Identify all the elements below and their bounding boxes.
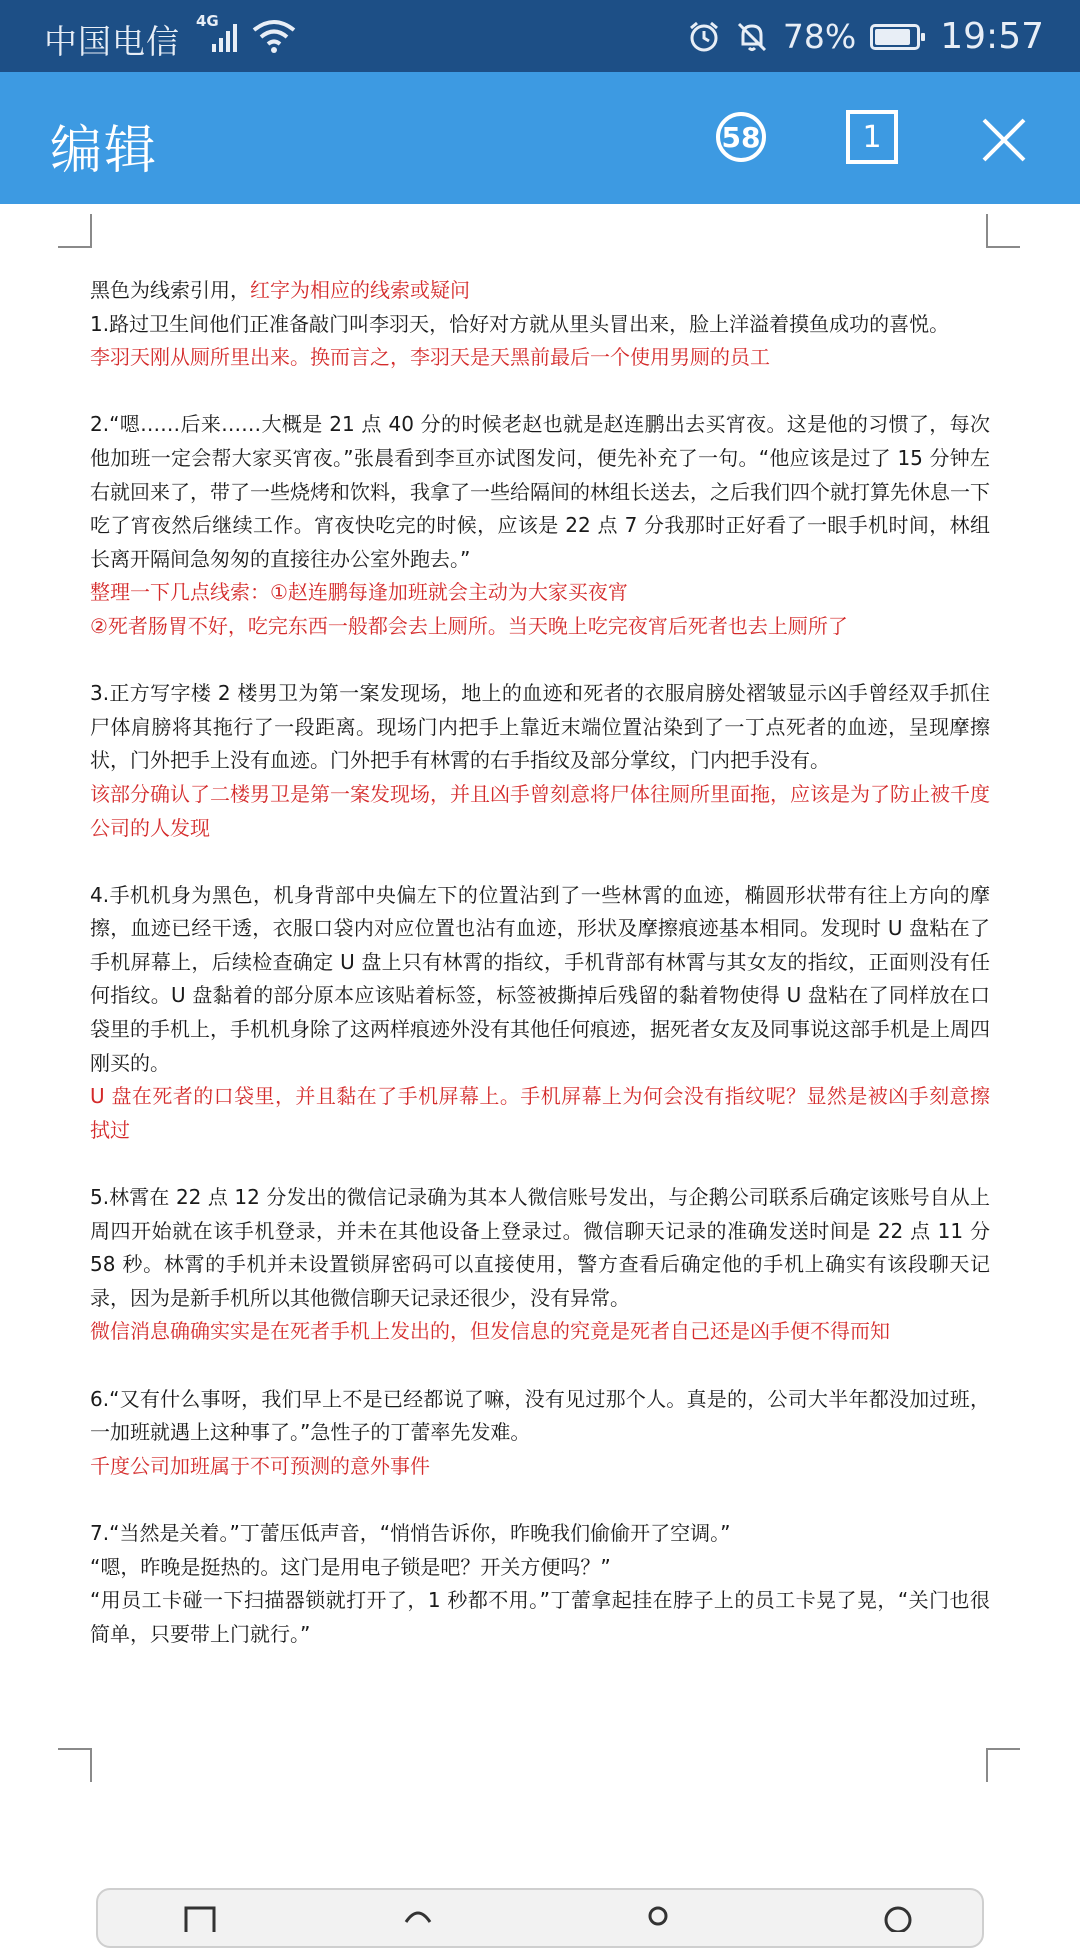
clue-6-note: 千度公司加班属于不可预测的意外事件 — [90, 1453, 430, 1478]
intro-red: 红字为相应的线索或疑问 — [250, 278, 470, 302]
app-toolbar — [0, 72, 1080, 204]
clue-1: 1.路过卫生间他们正准备敲门叫李羽天，恰好对方就从里头冒出来，脸上洋溢着摸鱼成功的喜悦。 — [90, 311, 950, 336]
search-icon[interactable] — [878, 1902, 918, 1932]
page-indicator-button[interactable]: 1 — [846, 110, 898, 164]
clue-5-note: 微信消息确确实实是在死者手机上发出的，但发信息的究竟是死者自己还是凶手便不得而知 — [90, 1319, 890, 1344]
wifi-icon — [252, 18, 296, 54]
clue-3: 3.正方写字楼 2 楼男卫为第一案发现场，地上的血迹和死者的衣服肩膀处褶皱显示凶手曾经双手抓住尸体肩膀将其拖行了一段距离。现场门内把手上靠近末端位置沾染到了一丁点死者的血迹，呈现摩擦状，门外把手上没有血迹。门外把手有林霄的右手指纹及部分掌纹，门内把手没有。 — [90, 681, 990, 773]
alarm-icon — [687, 20, 721, 54]
clue-2-note-1: 整理一下几点线索：①赵连鹏每逢加班就会主动为大家买夜宵 — [90, 580, 628, 605]
close-icon[interactable] — [980, 116, 1028, 164]
count-badge-button[interactable]: 58 — [716, 112, 766, 162]
margin-corner-mark — [986, 1748, 1020, 1782]
margin-corner-mark — [986, 214, 1020, 248]
save-icon[interactable] — [180, 1902, 220, 1932]
status-bar — [0, 0, 1080, 72]
clue-1-note: 李羽天刚从厕所里出来。换而言之，李羽天是天黑前最后一个使用男厕的员工 — [90, 345, 770, 370]
carrier-label: 中国电信 — [44, 22, 180, 61]
margin-corner-mark — [58, 214, 92, 248]
intro-black: 黑色为线索引用， — [90, 278, 250, 302]
keyboard-icon[interactable] — [638, 1902, 678, 1932]
bottom-edit-bar — [96, 1888, 984, 1948]
intro-line — [90, 274, 990, 308]
clue-2: 2.“嗯……后来……大概是 21 点 40 分的时候老赵也就是赵连鹏出去买宵夜。这是他的习惯了，每次他加班一定会帮大家买宵夜。”张晨看到李亘亦试图发问，便先补充了一句。“他应该是过了 15 分钟左右就回来了，带了一些烧烤和饮料，我拿了一些给隔间的林组长送去，之后我们四个就打算先休息一下吃了宵夜然后继续工作。宵夜快吃完的时候，应该是 22 点 7 分我那时正好看了一眼手机时间，林组长离开隔间急匆匆的直接往办公室外跑去。” — [90, 412, 990, 571]
signal-icon — [210, 22, 240, 52]
document-body[interactable] — [90, 274, 990, 1651]
clue-4-note: U 盘在死者的口袋里，并且黏在了手机屏幕上。手机屏幕上为何会没有指纹呢？显然是被凶手刻意擦拭过 — [90, 1084, 990, 1142]
toolbar-title: 编辑 — [50, 121, 159, 181]
clock: 19:57 — [940, 16, 1044, 57]
document-page[interactable] — [0, 204, 1080, 1920]
undo-icon[interactable] — [398, 1902, 438, 1932]
battery-percent: 78% — [782, 17, 857, 56]
network-type: 4G — [196, 12, 219, 30]
battery-icon — [870, 24, 920, 50]
clue-7a: 7.“当然是关着。”丁蕾压低声音，“悄悄告诉你，昨晚我们偷偷开了空调。” — [90, 1520, 731, 1545]
clue-2-note-2: ②死者肠胃不好，吃完东西一般都会去上厕所。当天晚上吃完夜宵后死者也去上厕所了 — [90, 613, 848, 638]
clue-7b: “嗯，昨晚是挺热的。这门是用电子锁是吧？开关方便吗？” — [90, 1554, 611, 1579]
mute-icon — [735, 20, 769, 54]
clue-6: 6.“又有什么事呀，我们早上不是已经都说了嘛，没有见过那个人。真是的，公司大半年都没加过班，一加班就遇上这种事了。”急性子的丁蕾率先发难。 — [90, 1386, 990, 1445]
clue-5: 5.林霄在 22 点 12 分发出的微信记录确为其本人微信账号发出，与企鹅公司联系后确定该账号自从上周四开始就在该手机登录，并未在其他设备上登录过。微信聊天记录的准确发送时间是 22 点 11 分 58 秒。林霄的手机并未设置锁屏密码可以直接使用，警方查看后确定他的手机上确实有该段聊天记录，因为是新手机所以其他微信聊天记录还很少，没有异常。 — [90, 1185, 990, 1310]
clue-3-note: 该部分确认了二楼男卫是第一案发现场，并且凶手曾刻意将尸体往厕所里面拖，应该是为了防止被千度公司的人发现 — [90, 781, 990, 840]
clue-4: 4.手机机身为黑色，机身背部中央偏左下的位置沾到了一些林霄的血迹，椭圆形状带有往上方向的摩擦，血迹已经干透，衣服口袋内对应位置也沾有血迹，形状及摩擦痕迹基本相同。发现时 U 盘粘在了手机屏幕上，后续检查确定 U 盘上只有林霄的指纹，手机背部有林霄与其女友的指纹，正面则没有任何指纹。U 盘黏着的部分原本应该贴着标签，标签被撕掉后残留的黏着物使得 U 盘粘在了同样放在口袋里的手机上，手机机身除了这两样痕迹外没有其他任何痕迹，据死者女友及同事说这部手机是上周四刚买的。 — [90, 882, 990, 1075]
margin-corner-mark — [58, 1748, 92, 1782]
clue-7c: “用员工卡碰一下扫描器锁就打开了，1 秒都不用。”丁蕾拿起挂在脖子上的员工卡晃了晃，“关门也很简单，只要带上门就行。” — [90, 1588, 990, 1646]
